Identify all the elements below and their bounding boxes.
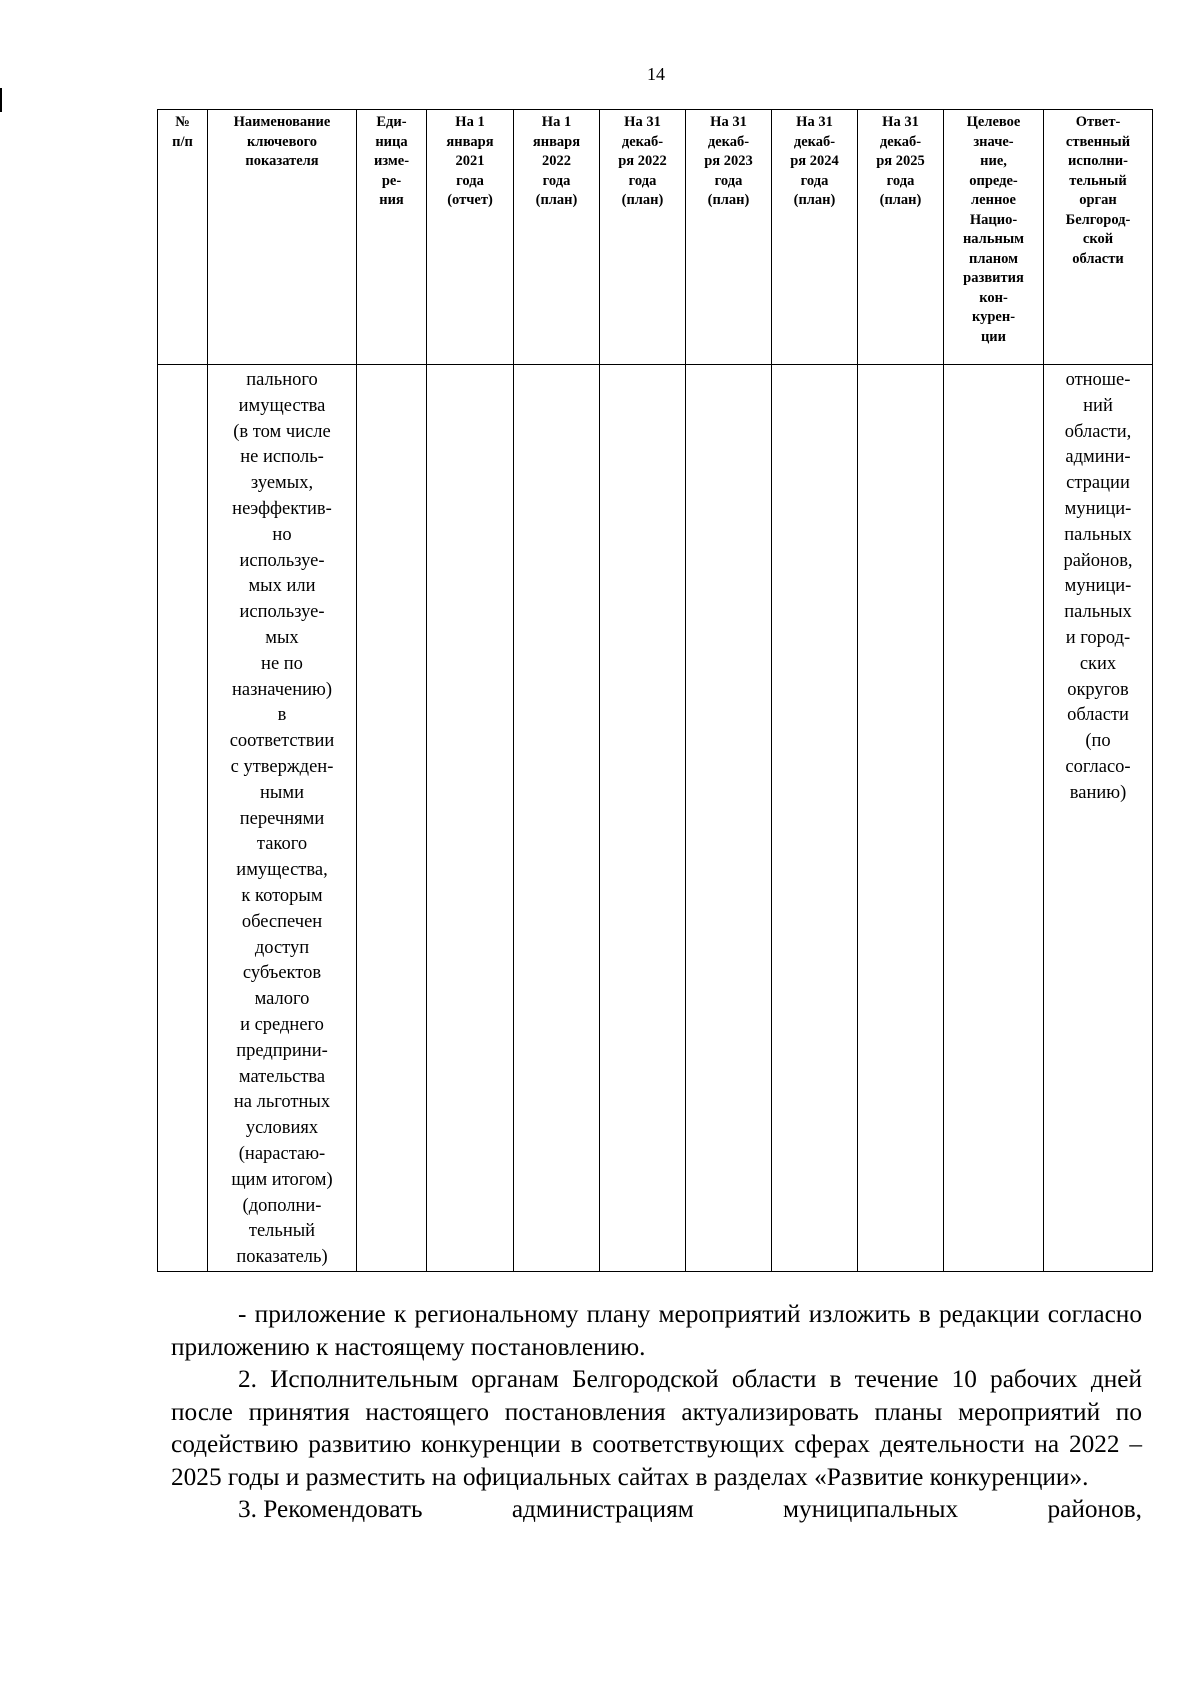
binder-mark [0,88,2,112]
table-header-row [158,110,1153,365]
col-number: № п/п [158,110,208,365]
cell-responsible-body: отноше- ний области, админи- страции муници- пальных районов, муници- пальных и город- ских округов области (по согласо- ванию) [1044,365,1153,1272]
col-responsible-body: Ответ- ственный исполни- тельный орган Белгород- ской области [1044,110,1153,365]
indicators-table [157,109,1153,1272]
paragraph-item-3-word: районов, [1047,1495,1142,1523]
cell-dec-2022 [600,365,686,1272]
paragraph-appendix: - приложение к региональному плану мероприятий изложить в редакции согласно приложению к настоящему постановлению. [171,1300,1142,1361]
cell-unit [357,365,427,1272]
table-row [158,365,1153,1272]
cell-jan-2022 [514,365,600,1272]
col-dec-2022: На 31 декаб- ря 2022 года (план) [600,110,686,365]
cell-jan-2021 [427,365,514,1272]
col-target-value: Целевое значе- ние, опреде- ленное Нацио- нальным планом развития кон- курен- ции [944,110,1044,365]
paragraph-item-2: 2. Исполнительным органам Белгородской области в течение 10 рабочих дней после принятия настоящего постановления актуализировать планы мероприятий по содействию развитию конкуренции в соответствующих сферах деятельности на 2022 – 2025 годы и разместить на официальных сайтах в разделах «Развитие конкуренции». [171,1365,1142,1491]
col-dec-2023: На 31 декаб- ря 2023 года (план) [686,110,772,365]
col-jan-2022: На 1 января 2022 года (план) [514,110,600,365]
cell-dec-2025 [858,365,944,1272]
col-dec-2024: На 31 декаб- ря 2024 года (план) [772,110,858,365]
cell-number [158,365,208,1272]
col-indicator-name: Наименование ключевого показателя [208,110,357,365]
cell-dec-2023 [686,365,772,1272]
body-text [171,1298,1142,1526]
page-number: 14 [647,64,665,84]
col-jan-2021: На 1 января 2021 года (отчет) [427,110,514,365]
paragraph-item-3-word: администрациям [511,1495,694,1523]
col-dec-2025: На 31 декаб- ря 2025 года (план) [858,110,944,365]
paragraph-item-3-word: 3. Рекомендовать [238,1495,423,1523]
cell-target-value [944,365,1044,1272]
paragraph-item-3 [171,1493,1142,1526]
col-unit: Еди- ница изме- ре- ния [357,110,427,365]
cell-indicator-name: пального имущества (в том числе не исполь- зуемых, неэффектив- но используе- мых или используе- мых не по назначению) в соответствии с утвержден- ными перечнями такого имущества, к которым обеспечен доступ субъектов малого и среднего предприни- мательства на льготных условиях (нарастаю- щим итогом) (дополни- тельный показатель) [208,365,357,1272]
cell-dec-2024 [772,365,858,1272]
paragraph-item-3-word: муниципальных [783,1495,959,1523]
